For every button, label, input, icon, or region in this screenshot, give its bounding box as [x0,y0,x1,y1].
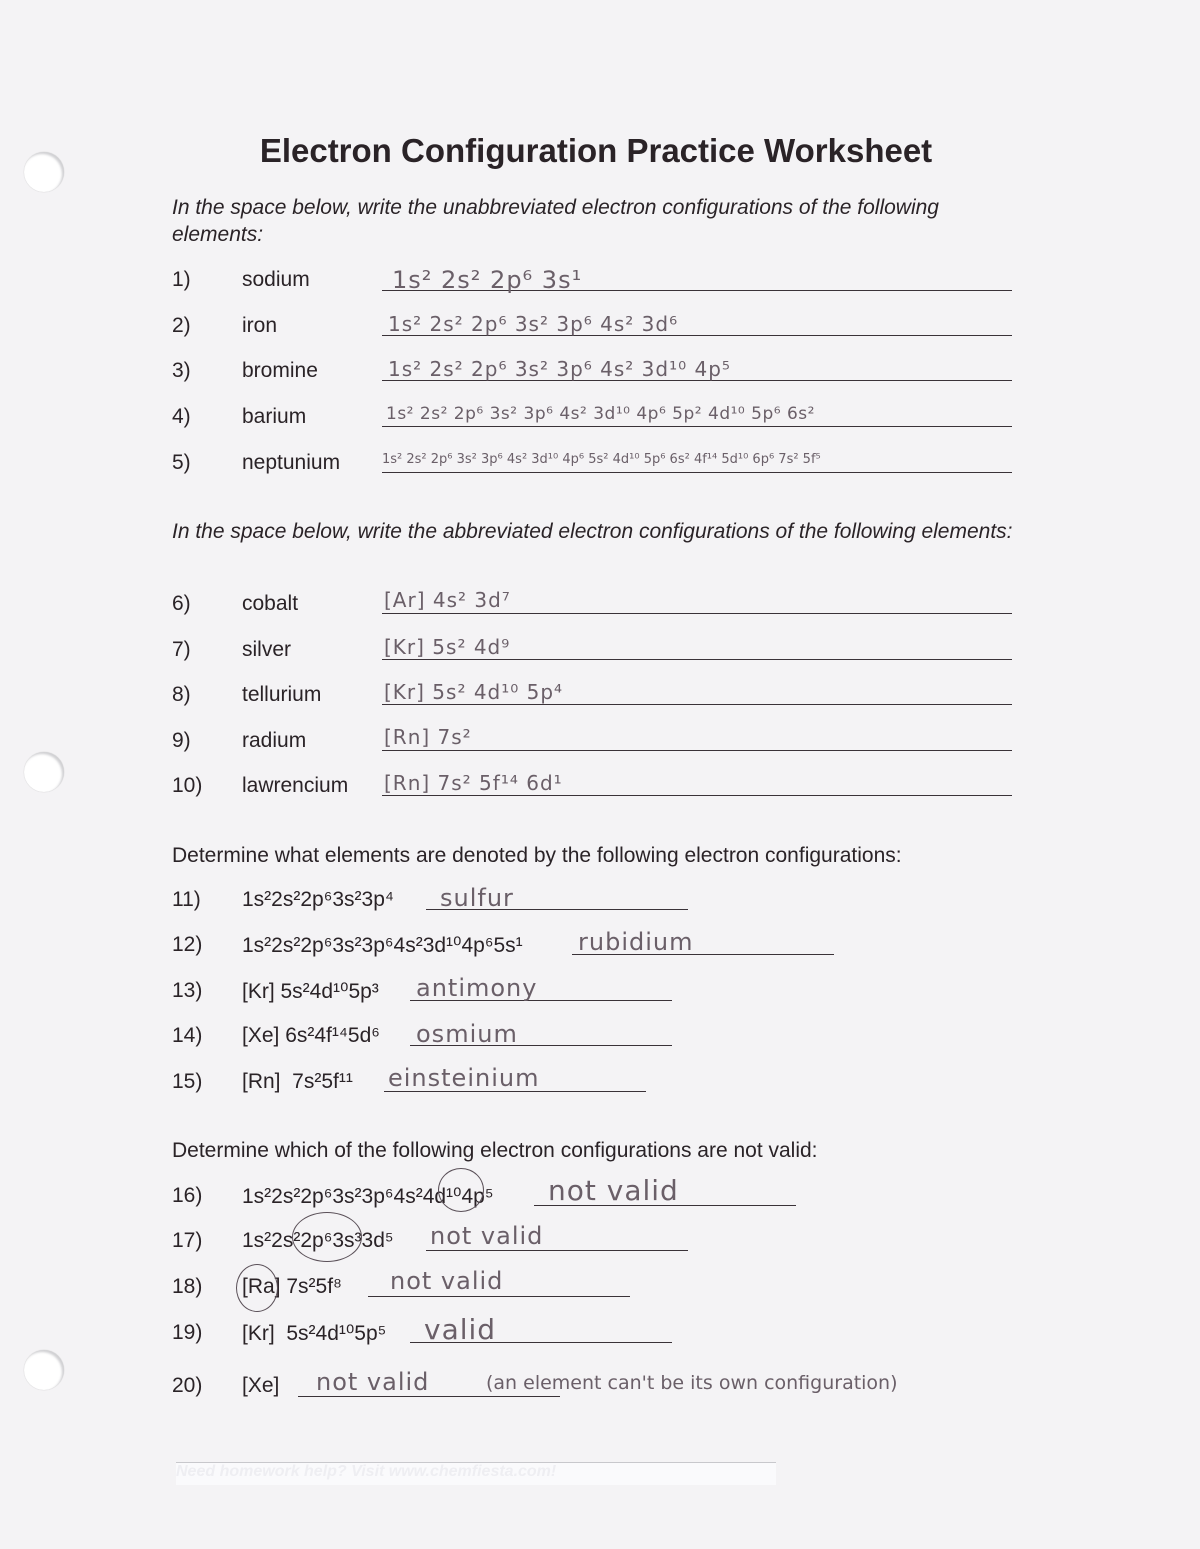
question-number: 3) [172,359,191,382]
answer-line[interactable] [368,1296,630,1297]
question-number: 6) [172,592,191,615]
question-number: 7) [172,638,191,661]
handwritten-answer: rubidium [578,928,694,956]
electron-config: [Xe] 6s²4f¹⁴5d⁶ [242,1024,380,1047]
question-number: 11) [172,888,201,911]
worksheet-title: Electron Configuration Practice Worksheet [259,132,933,169]
element-name: silver [242,638,292,661]
question-number: 15) [172,1070,203,1093]
handwritten-answer: not valid [316,1368,430,1396]
binder-hole-bottom [24,1350,64,1390]
answer-line[interactable] [382,472,1012,473]
handwritten-answer: einsteinium [388,1064,540,1092]
section1-instructions: In the space below, write the unabbreviated electron configurations of the following elements: [172,196,939,246]
handwritten-answer: 1s² 2s² 2p⁶ 3s² 3p⁶ 4s² 3d⁶ [388,312,679,336]
error-circle-annotation [236,1264,278,1312]
handwritten-answer: [Rn] 7s² [384,725,472,749]
handwritten-answer: osmium [416,1020,518,1048]
handwritten-answer: 1s² 2s² 2p⁶ 3s² 3p⁶ 4s² 3d¹⁰ 4p⁵ [388,357,731,381]
question-number: 9) [172,729,191,752]
answer-line[interactable] [298,1396,560,1397]
handwritten-answer: 1s² 2s² 2p⁶ 3s¹ [392,266,583,294]
handwritten-answer: sulfur [440,884,514,912]
handwritten-answer: [Kr] 5s² 4d¹⁰ 5p⁴ [384,680,564,704]
element-name: tellurium [242,683,322,706]
question-number: 16) [172,1184,203,1207]
electron-config: [Kr] 5s²4d¹⁰5p³ [242,980,379,1003]
question-number: 19) [172,1321,203,1344]
footer-watermark: Need homework help? Visit www.chemfiesta.com! [176,1462,776,1485]
question-number: 18) [172,1275,203,1298]
electron-config: [Ra] 7s²5f⁸ [242,1275,342,1298]
answer-line[interactable] [382,704,1012,705]
handwritten-answer: [Kr] 5s² 4d⁹ [384,635,511,659]
element-name: bromine [242,359,318,382]
handwritten-answer: 1s² 2s² 2p⁶ 3s² 3p⁶ 4s² 3d¹⁰ 4p⁶ 5p² 4d¹⁰ 5p⁶ 6s² [386,404,815,424]
element-name: cobalt [242,592,299,615]
section3-instructions: Determine what elements are denoted by the following electron configurations: [172,844,902,867]
error-circle-annotation [292,1212,362,1262]
binder-hole-middle [24,752,64,792]
element-name: barium [242,405,307,428]
electron-config: [Rn] 7s²5f¹¹ [242,1070,353,1093]
electron-config: 1s²2s²2p⁶3s²3p⁶4s²4d¹⁰4p⁵ [242,1185,494,1208]
electron-config: 1s²2s²2p⁶3s³3d⁵ [242,1229,394,1252]
question-number: 20) [172,1374,203,1397]
answer-line[interactable] [382,795,1012,796]
handwritten-answer: antimony [416,974,538,1002]
section4-instructions: Determine which of the following electron configurations are not valid: [172,1139,818,1162]
element-name: lawrencium [242,774,349,797]
section2-instructions: In the space below, write the abbreviated electron configurations of the following elements: [172,520,1013,543]
answer-line[interactable] [426,1250,688,1251]
electron-config: 1s²2s²2p⁶3s²3p⁴ [242,888,394,911]
handwritten-answer: not valid [430,1222,544,1250]
handwritten-answer: [Ar] 4s² 3d⁷ [384,588,511,612]
element-name: radium [242,729,307,752]
electron-config: [Xe] [242,1374,280,1397]
question-number: 2) [172,314,191,337]
answer-line[interactable] [382,750,1012,751]
question-number: 14) [172,1024,203,1047]
answer-line[interactable] [382,659,1012,660]
handwritten-answer: not valid [390,1267,504,1295]
question-number: 10) [172,774,203,797]
handwritten-answer: [Rn] 7s² 5f¹⁴ 6d¹ [384,771,563,795]
error-circle-annotation [438,1168,484,1212]
electron-config: [Kr] 5s²4d¹⁰5p⁵ [242,1322,387,1345]
question-number: 17) [172,1229,203,1252]
handwritten-answer: valid [424,1313,497,1346]
question-number: 1) [172,268,191,291]
question-number: 12) [172,933,203,956]
question-number: 8) [172,683,191,706]
answer-line[interactable] [382,613,1012,614]
handwritten-answer: 1s² 2s² 2p⁶ 3s² 3p⁶ 4s² 3d¹⁰ 4p⁶ 5s² 4d¹⁰ 5p⁶ 6s² 4f¹⁴ 5d¹⁰ 6p⁶ 7s² 5f⁵ [382,452,821,467]
handwritten-answer: not valid [548,1174,679,1207]
element-name: sodium [242,268,310,291]
question-number: 13) [172,979,203,1002]
electron-config: 1s²2s²2p⁶3s²3p⁶4s²3d¹⁰4p⁶5s¹ [242,934,523,957]
handwritten-note: (an element can't be its own configuration) [486,1372,898,1394]
element-name: iron [242,314,278,337]
question-number: 4) [172,405,191,428]
element-name: neptunium [242,451,341,474]
answer-line[interactable] [382,426,1012,427]
question-number: 5) [172,451,191,474]
